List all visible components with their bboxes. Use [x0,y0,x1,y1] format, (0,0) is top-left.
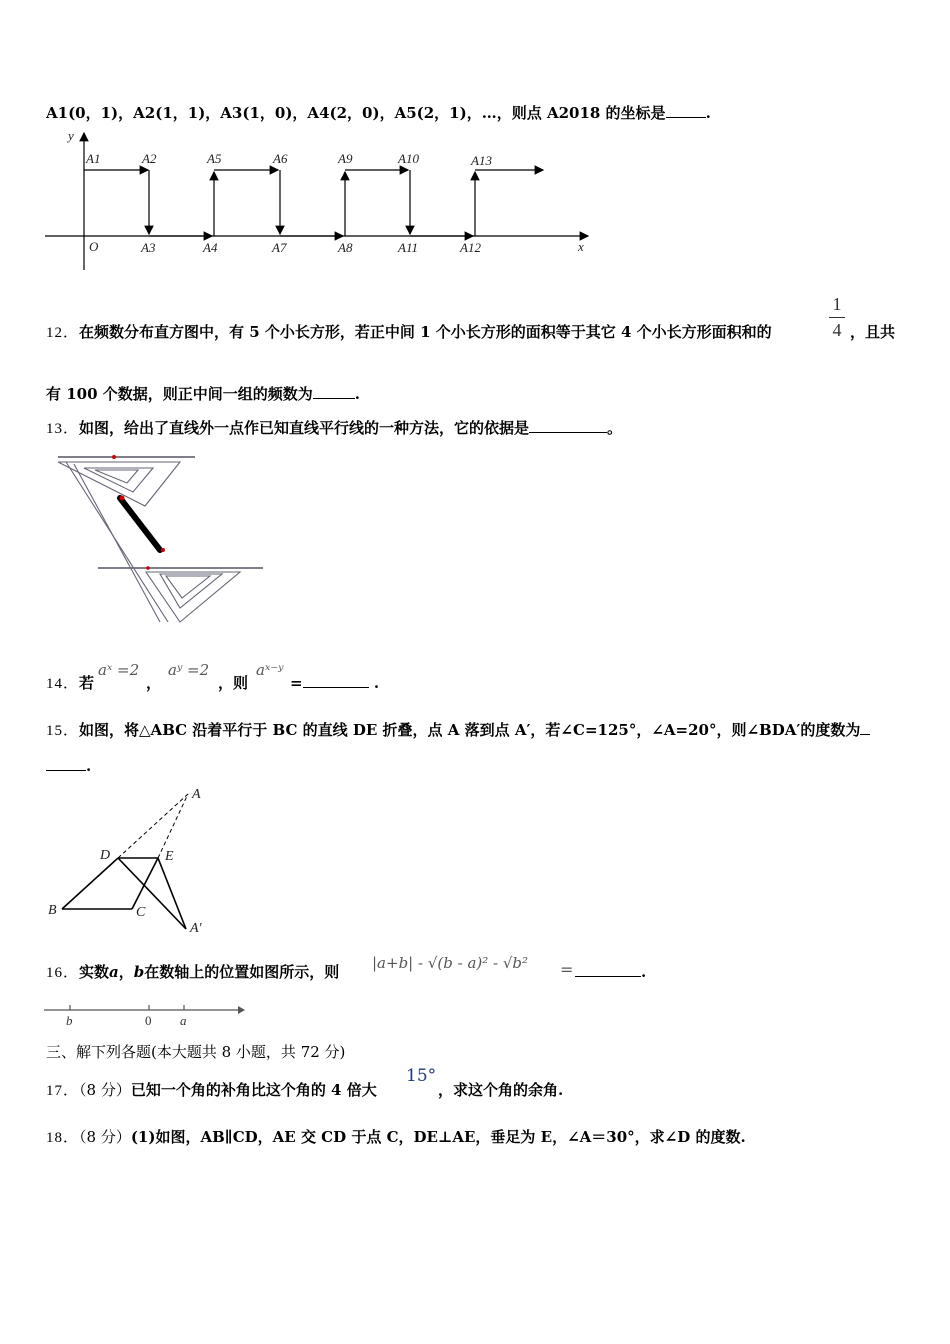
answer-blank [575,962,641,977]
vertex-label: B [48,903,57,918]
angle-15-degrees: 15° [406,1066,437,1086]
q16-equals: = [560,960,574,979]
point-label: A11 [398,240,418,255]
figure-13-set-square-method [50,450,270,625]
q14-text: 若 [79,674,95,692]
q11-end: . [705,104,711,122]
q11-text: A1(0，1)，A2(1，1)，A3(1，0)，A4(2，0)，A5(2，1)，…，则点 A2018 的坐标是 [46,104,666,122]
math-equation-ax: aˣ =2 [98,661,140,679]
math-expression-ax-minus-y: aˣ⁻ʸ [256,661,284,679]
q14-end: . [373,674,380,692]
question-17-text [46,1080,377,1101]
q17-text-tail: ，求这个角的余角. [438,1081,564,1099]
q14-comma: ， [146,674,162,692]
q17-text: 已知一个角的补角比这个角的 4 倍大 [130,1081,377,1099]
path-arrows [84,170,543,236]
question-number: 18． [46,1130,80,1146]
q13-text: 如图，给出了直线外一点作已知直线平行线的一种方法，它的依据是 [79,419,530,437]
q12-text: 在频数分布直方图中，有 5 个小长方形，若正中间 1 个小长方形的面积等于其它 4 个小长方形面积和的 [79,323,772,341]
q16-end: . [641,963,647,981]
point-label: A10 [398,151,419,166]
answer-blank [303,673,369,688]
question-12-line-1 [46,322,772,343]
question-number: 13． [46,421,80,437]
question-score: （8 分） [79,1128,131,1146]
q16-text: 实数 [79,963,110,981]
point-label: A5 [207,151,222,166]
q18-text: (1)如图，AB∥CD，AE 交 CD 于点 C，DE⊥AE，垂足为 E，∠A＝30°，求∠D 的度数. [130,1128,746,1146]
tick-label: a [180,1013,187,1028]
question-16-text [46,962,339,983]
vertex-label: C [136,905,146,920]
y-axis-label: y [68,128,74,143]
vertex-label: D [100,848,111,863]
q16-var-a: a [109,963,119,981]
question-number: 14． [46,676,80,692]
question-18-text [46,1127,746,1148]
answer-blank [46,756,86,771]
question-14-text [46,673,94,694]
figure-11-coordinate-path [40,125,600,275]
point-label: A4 [203,240,218,255]
point-label: A13 [471,153,492,168]
pencil-icon [120,498,160,550]
fraction-one-quarter [829,294,845,341]
vertex-label: A′ [190,921,202,936]
origin-label: O [89,239,99,254]
q12-text-tail: ，且共 [850,323,896,341]
point-label: A6 [273,151,288,166]
answer-blank [313,384,355,399]
question-score: （8 分） [79,1081,131,1099]
point-label: A2 [142,151,157,166]
point-label: A8 [338,240,353,255]
vertex-label: A [192,787,201,802]
tick-label: b [66,1013,73,1028]
answer-blank [666,103,706,118]
question-number: 15． [46,723,80,739]
section-3-heading: 三、解下列各题(本大题共 8 小题，共 72 分) [46,1043,346,1061]
q16-sep: ， [118,963,134,981]
question-12-line-2 [46,384,360,404]
q16-text: 在数轴上的位置如图所示，则 [144,963,340,981]
q14-equals: = [290,674,303,692]
q16-var-b: b [133,963,145,981]
q14-then: ，则 [218,674,249,692]
vertex-label: E [165,849,174,864]
q16-blank [575,962,646,982]
point-label: A7 [272,240,287,255]
question-number: 16． [46,965,80,981]
point-label: A12 [460,240,481,255]
q12-end: . [354,385,360,403]
q14-equals-blank [290,673,379,693]
question-15-text [46,720,870,741]
figure-16-number-line [40,1000,250,1030]
figure-15-fold-triangle [40,782,230,942]
question-15-line-2 [46,756,91,776]
question-11-text [46,103,711,123]
point-label: A9 [338,151,353,166]
math-equation-ay: aʸ =2 [168,661,210,679]
q13-end: 。 [607,419,623,437]
question-number: 12． [46,325,80,341]
point-label: A3 [141,240,156,255]
fraction-bar [829,317,845,318]
math-expression-abs-sqrt: |a+b| - √(b - a)² - √b² [372,954,529,972]
answer-blank [860,720,870,735]
tick-label: 0 [145,1013,152,1028]
point-label: A1 [86,151,101,166]
question-number: 17． [46,1083,80,1099]
fraction-numerator: 1 [832,294,842,314]
x-axis-label: x [578,239,584,254]
q12-text: 有 100 个数据，则正中间一组的频数为 [46,385,313,403]
question-13-text [46,418,622,439]
q15-text: 如图，将△ABC 沿着平行于 BC 的直线 DE 折叠，点 A 落到点 A′，若∠C=125°，∠A=20°，则∠BDA′的度数为 [79,721,861,739]
q15-end: . [86,757,92,775]
answer-blank [529,418,607,433]
fraction-denominator: 4 [832,320,842,340]
